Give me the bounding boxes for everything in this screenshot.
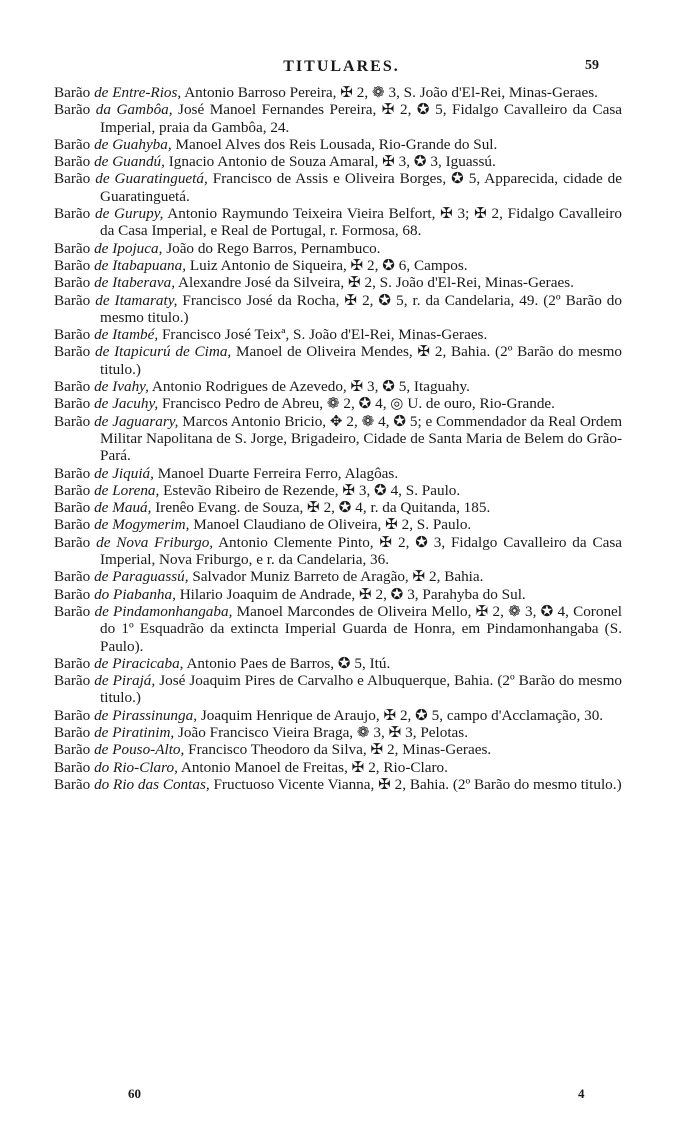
page-footer bbox=[0, 1086, 683, 1106]
entry-title: de Mogymerim, bbox=[94, 516, 190, 534]
entry-rank: Barão bbox=[54, 326, 91, 344]
title-entry bbox=[54, 205, 622, 240]
entry-rank: Barão bbox=[54, 516, 91, 534]
entry-title: de Pirajá, bbox=[94, 672, 156, 690]
entry-holder: Marcos Antonio Bricio, ✥ 2, ❁ 4, ✪ 5; e Commendador da Real Ordem Militar Napolitana de S. Jorge, Brigadeiro, Cidade de Santa Maria de Belem do Grão-Pará. bbox=[100, 412, 623, 465]
title-entry bbox=[54, 240, 622, 257]
entry-holder: Manoel Alves dos Reis Lousada, Rio-Grande do Sul. bbox=[171, 135, 498, 153]
entry-title: de Itapicurú de Cima, bbox=[95, 343, 232, 361]
entry-rank: Barão bbox=[54, 291, 91, 309]
entry-title: de Piratinim, bbox=[94, 723, 175, 741]
title-entry bbox=[54, 655, 622, 672]
entry-holder: Luiz Antonio de Siqueira, ✠ 2, ✪ 6, Campos. bbox=[186, 256, 468, 274]
entry-holder: Francisco Theodoro da Silva, ✠ 2, Minas-Geraes. bbox=[184, 741, 492, 759]
entry-rank: Barão bbox=[54, 758, 91, 776]
entry-holder: Estevão Ribeiro de Rezende, ✠ 3, ✪ 4, S. Paulo. bbox=[159, 481, 461, 499]
sheet-number: 4 bbox=[578, 1086, 585, 1101]
title-entry bbox=[54, 153, 622, 170]
signature-mark: 60 bbox=[128, 1086, 141, 1101]
title-entry bbox=[54, 170, 622, 205]
entry-title: de Itamaraty, bbox=[95, 291, 178, 309]
entry-rank: Barão bbox=[54, 395, 91, 413]
entry-title: de Piracicaba, bbox=[94, 654, 184, 672]
title-entry bbox=[54, 326, 622, 343]
entry-holder: Irenêo Evang. de Souza, ✠ 2, ✪ 4, r. da Quitanda, 185. bbox=[151, 499, 491, 517]
title-entry bbox=[54, 568, 622, 585]
entry-holder: Francisco José da Rocha, ✠ 2, ✪ 5, r. da Candelaria, 49. (2º Barão do mesmo titulo.) bbox=[100, 291, 622, 326]
title-entry bbox=[54, 603, 622, 655]
entry-title: de Lorena, bbox=[94, 481, 160, 499]
entry-rank: Barão bbox=[54, 343, 91, 361]
entry-title: de Itaberava, bbox=[94, 274, 176, 292]
entry-rank: Barão bbox=[54, 533, 91, 551]
entry-rank: Barão bbox=[54, 84, 91, 101]
title-entry bbox=[54, 776, 622, 793]
entry-rank: Barão bbox=[54, 464, 91, 482]
entry-rank: Barão bbox=[54, 205, 91, 223]
entry-rank: Barão bbox=[54, 499, 91, 517]
title-entry bbox=[54, 395, 622, 412]
entry-title: de Paraguassú, bbox=[94, 568, 189, 586]
entry-title: de Ipojuca, bbox=[94, 239, 163, 257]
title-entry bbox=[54, 741, 622, 758]
entry-holder: José Joaquim Pires de Carvalho e Albuquerque, Bahia. (2º Barão do mesmo titulo.) bbox=[100, 672, 622, 707]
entry-holder: João Francisco Vieira Braga, ❁ 3, ✠ 3, Pelotas. bbox=[174, 723, 468, 741]
entry-title: de Pirassinunga, bbox=[94, 706, 198, 724]
title-entry bbox=[54, 101, 622, 136]
entry-rank: Barão bbox=[54, 775, 91, 793]
entry-holder: Manoel Duarte Ferreira Ferro, Alagôas. bbox=[153, 464, 399, 482]
entry-title: do Rio das Contas, bbox=[94, 775, 210, 793]
entry-title: de Nova Friburgo, bbox=[96, 533, 214, 551]
entry-rank: Barão bbox=[54, 706, 91, 724]
entry-rank: Barão bbox=[54, 153, 91, 171]
entry-title: de Guaratinguetá, bbox=[95, 170, 208, 188]
entry-holder: Antonio Manoel de Freitas, ✠ 2, Rio-Claro. bbox=[177, 758, 448, 776]
entry-title: do Piabanha, bbox=[94, 585, 176, 603]
title-entry bbox=[54, 672, 622, 707]
entry-title: de Jaguarary, bbox=[94, 412, 179, 430]
entry-rank: Barão bbox=[54, 135, 91, 153]
entry-rank: Barão bbox=[54, 170, 91, 188]
title-entry bbox=[54, 707, 622, 724]
entry-holder: Manoel Claudiano de Oliveira, ✠ 2, S. Paulo. bbox=[189, 516, 472, 534]
entry-holder: Fructuoso Vicente Vianna, ✠ 2, Bahia. (2º Barão do mesmo titulo.) bbox=[209, 775, 622, 793]
entry-rank: Barão bbox=[54, 654, 91, 672]
entry-rank: Barão bbox=[54, 741, 91, 759]
title-entry bbox=[54, 84, 622, 101]
page-number: 59 bbox=[585, 58, 599, 73]
entry-title: de Jacuhy, bbox=[94, 395, 159, 413]
entry-holder: Antonio Raymundo Teixeira Vieira Belfort, ✠ 3; ✠ 2, Fidalgo Cavalleiro da Casa Imperial, e Real de Portugal, r. Formosa, 68. bbox=[100, 205, 623, 240]
entry-title: de Guahyba, bbox=[94, 135, 172, 153]
entry-holder: Antonio Clemente Pinto, ✠ 2, ✪ 3, Fidalgo Cavalleiro da Casa Imperial, Nova Friburgo, e r. da Candelaria, 36. bbox=[100, 533, 622, 569]
title-entry bbox=[54, 257, 622, 274]
entry-title: de Gurupy, bbox=[94, 205, 164, 223]
entry-holder: João do Rego Barros, Pernambuco. bbox=[162, 239, 381, 257]
entry-title: de Jiquiá, bbox=[94, 464, 154, 482]
title-entry bbox=[54, 516, 622, 533]
title-entry bbox=[54, 378, 622, 395]
entry-holder: Francisco de Assis e Oliveira Borges, ✪ 5, Apparecida, cidade de Guaratinguetá. bbox=[100, 170, 623, 205]
entry-rank: Barão bbox=[54, 378, 91, 396]
entry-holder: Manoel de Oliveira Mendes, ✠ 2, Bahia. (2º Barão do mesmo titulo.) bbox=[100, 343, 623, 378]
entry-holder: José Manoel Fernandes Pereira, ✠ 2, ✪ 5, Fidalgo Cavalleiro da Casa Imperial, praia da Gambôa, 24. bbox=[100, 101, 623, 136]
entry-holder: Antonio Rodrigues de Azevedo, ✠ 3, ✪ 5, Itaguahy. bbox=[148, 378, 470, 396]
page-title: TITULARES. bbox=[283, 58, 400, 75]
entry-holder: Francisco José Teixª, S. João d'El-Rei, Minas-Geraes. bbox=[158, 326, 488, 344]
title-entry bbox=[54, 724, 622, 741]
entry-title: de Ivahy, bbox=[94, 378, 149, 396]
title-entry bbox=[54, 274, 622, 291]
entry-title: de Pouso-Alto, bbox=[94, 741, 185, 759]
entry-holder: Ignacio Antonio de Souza Amaral, ✠ 3, ✪ 3, Iguassú. bbox=[164, 153, 496, 171]
entry-title: de Entre-Rios, bbox=[94, 84, 182, 101]
title-entry bbox=[54, 292, 622, 327]
entry-title: do Rio-Claro, bbox=[94, 758, 178, 776]
entry-title: de Mauá, bbox=[94, 499, 152, 517]
entry-rank: Barão bbox=[54, 256, 91, 274]
entry-rank: Barão bbox=[54, 101, 91, 119]
entry-title: de Itambé, bbox=[94, 326, 159, 344]
title-entry bbox=[54, 586, 622, 603]
entry-rank: Barão bbox=[54, 412, 91, 430]
entry-holder: Salvador Muniz Barreto de Aragão, ✠ 2, Bahia. bbox=[188, 568, 484, 586]
title-entry bbox=[54, 413, 622, 465]
entry-title: de Itabapuana, bbox=[94, 256, 187, 274]
title-entry bbox=[54, 759, 622, 776]
entry-holder: Joaquim Henrique de Araujo, ✠ 2, ✪ 5, campo d'Acclamação, 30. bbox=[197, 706, 604, 724]
entry-title: de Pindamonhangaba, bbox=[94, 602, 233, 620]
page-header bbox=[0, 58, 683, 78]
title-entry bbox=[54, 465, 622, 482]
entry-holder: Antonio Paes de Barros, ✪ 5, Itú. bbox=[183, 654, 391, 672]
entry-holder: Manoel Marcondes de Oliveira Mello, ✠ 2, ❁ 3, ✪ 4, Coronel do 1º Esquadrão da extincta Imperial Guarda de Honra, em Pindamonhangaba (S. Paulo). bbox=[100, 602, 622, 655]
entry-rank: Barão bbox=[54, 239, 91, 257]
entry-list bbox=[54, 84, 622, 793]
entry-rank: Barão bbox=[54, 723, 91, 741]
title-entry bbox=[54, 534, 622, 569]
title-entry bbox=[54, 482, 622, 499]
entry-rank: Barão bbox=[54, 672, 91, 690]
title-entry bbox=[54, 343, 622, 378]
entry-holder: Francisco Pedro de Abreu, ❁ 2, ✪ 4, ◎ U. de ouro, Rio-Grande. bbox=[158, 395, 555, 413]
entry-rank: Barão bbox=[54, 602, 91, 620]
entry-rank: Barão bbox=[54, 568, 91, 586]
entry-title: da Gambôa, bbox=[95, 101, 173, 119]
title-entry bbox=[54, 499, 622, 516]
entry-holder: Antonio Barroso Pereira, ✠ 2, ❁ 3, S. João d'El-Rei, Minas-Geraes. bbox=[181, 84, 598, 101]
entry-rank: Barão bbox=[54, 585, 91, 603]
title-entry bbox=[54, 136, 622, 153]
entry-rank: Barão bbox=[54, 481, 91, 499]
entry-rank: Barão bbox=[54, 274, 91, 292]
entry-holder: Alexandre José da Silveira, ✠ 2, S. João d'El-Rei, Minas-Geraes. bbox=[175, 274, 574, 292]
entry-holder: Hilario Joaquim de Andrade, ✠ 2, ✪ 3, Parahyba do Sul. bbox=[175, 585, 526, 603]
entry-title: de Guandú, bbox=[94, 153, 165, 171]
